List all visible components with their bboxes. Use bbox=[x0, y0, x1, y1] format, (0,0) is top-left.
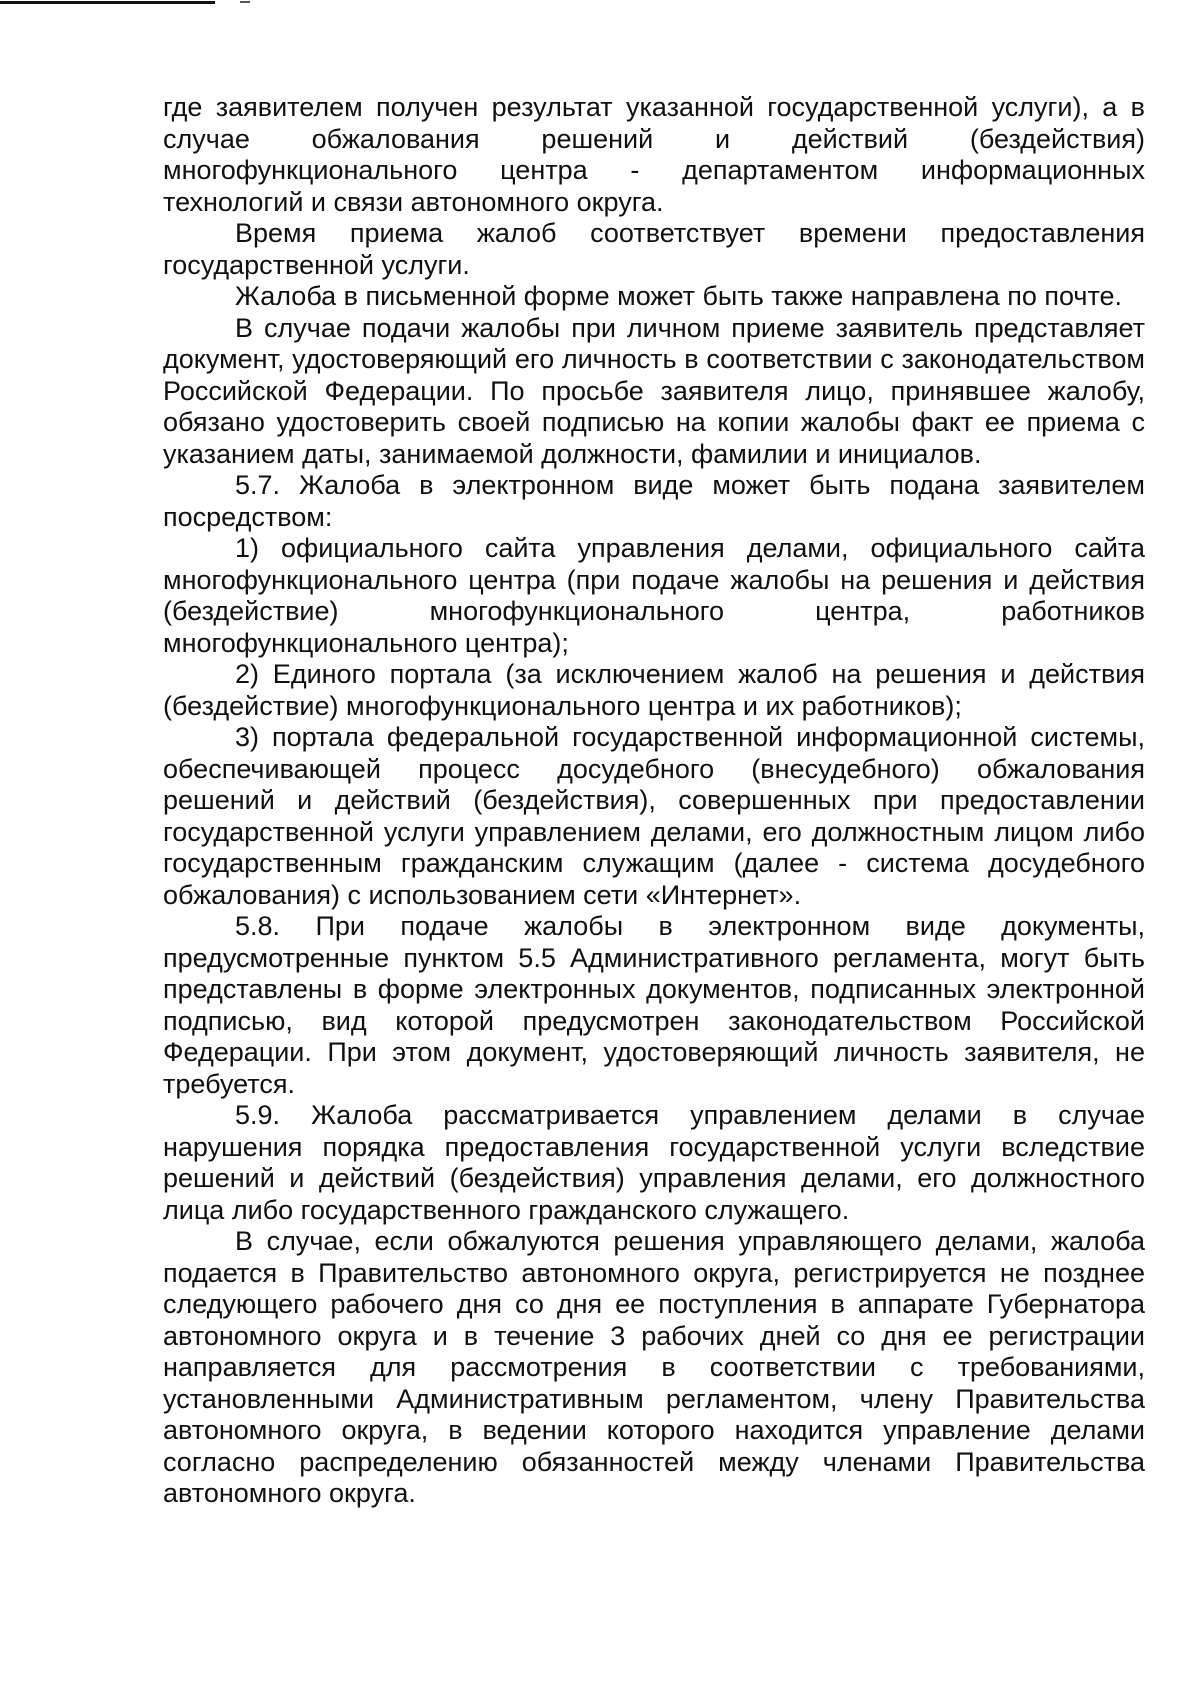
paragraph-manager-decisions: В случае, если обжалуются решения управляющего делами, жалоба подается в Правительство автономного округа, регистрируется не позднее следующего рабочего дня со дня ее поступления в аппарате Губернатора автономного округа и в течение 3 рабочих дней со дня ее регистрации направляется для рассмотрения в соответствии с требованиями, установленными Административным регламентом, члену Правительства автономного округа, в ведении которого находится управление делами согласно распределению обязанностей между членами Правительства автономного округа. bbox=[163, 1226, 1145, 1508]
paragraph-continuation: где заявителем получен результат указанной государственной услуги), а в случае обжалования решений и действий (бездействия) многофункционального центра - департаментом информационных технологий и связи автономного округа. bbox=[163, 92, 1145, 217]
paragraph-5-9: 5.9. Жалоба рассматривается управлением делами в случае нарушения порядка предоставления государственной услуги вследствие решений и действий (бездействия) управления делами, его должностного лица либо государственного гражданского служащего. bbox=[163, 1100, 1145, 1225]
document-body bbox=[163, 92, 1145, 1510]
paragraph-5-7-item-2: 2) Единого портала (за исключением жалоб на решения и действия (бездействие) многофункционального центра и их работников); bbox=[163, 659, 1145, 721]
paragraph-5-7-item-3: 3) портала федеральной государственной информационной системы, обеспечивающей процесс досудебного (внесудебного) обжалования решений и действий (бездействия), совершенных при предоставлении государственной услуги управлением делами, его должностным лицом либо государственным гражданским служащим (далее - система досудебного обжалования) с использованием сети «Интернет». bbox=[163, 722, 1145, 910]
paragraph-personal-submission: В случае подачи жалобы при личном приеме заявитель представляет документ, удостоверяющий его личность в соответствии с законодательством Российской Федерации. По просьбе заявителя лицо, принявшее жалобу, обязано удостоверить своей подписью на копии жалобы факт ее приема с указанием даты, занимаемой должности, фамилии и инициалов. bbox=[163, 312, 1145, 469]
paragraph-mail: Жалоба в письменной форме может быть также направлена по почте. bbox=[235, 281, 1123, 311]
paragraph-5-7-item-1: 1) официального сайта управления делами, официального сайта многофункционального центра (при подаче жалобы на решения и действия (бездействие) многофункционального центра, работников многофункционального центра); bbox=[163, 533, 1145, 658]
paragraph-complaint-time: Время приема жалоб соответствует времени предоставления государственной услуги. bbox=[163, 218, 1145, 280]
scan-artifact-bar bbox=[0, 1, 215, 4]
scan-artifact-line bbox=[0, 0, 220, 6]
paragraph-5-7: 5.7. Жалоба в электронном виде может быть подана заявителем посредством: bbox=[163, 470, 1145, 532]
scan-artifact-dash bbox=[240, 1, 250, 3]
paragraph-5-8: 5.8. При подаче жалобы в электронном виде документы, предусмотренные пунктом 5.5 Административного регламента, могут быть представлены в форме электронных документов, подписанных электронной подписью, вид которой предусмотрен законодательством Российской Федерации. При этом документ, удостоверяющий личность заявителя, не требуется. bbox=[163, 911, 1145, 1099]
